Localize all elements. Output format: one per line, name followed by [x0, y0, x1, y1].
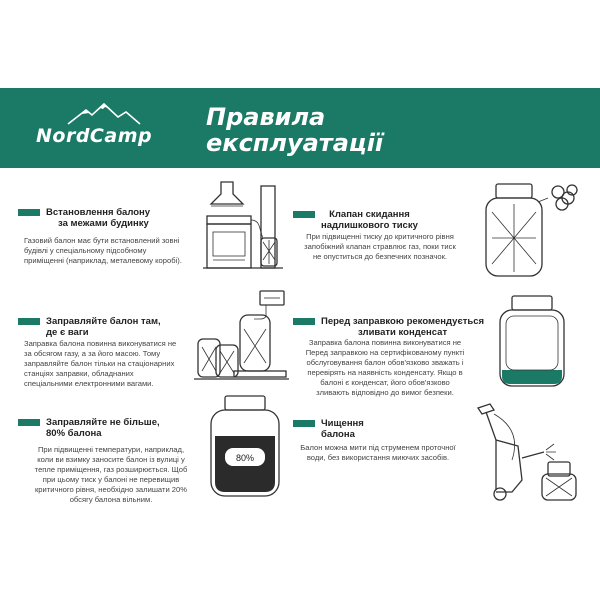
cylinder-condensate-icon — [492, 292, 572, 392]
percent-label: 80% — [235, 453, 255, 463]
scale-cylinders-icon — [194, 285, 289, 385]
section-installation-title: Встановлення балону за межами будинку — [18, 207, 150, 229]
accent-bar — [18, 419, 40, 426]
section-installation-body: Газовий балон має бути встановлений зовні будівлі у спеціальному підсобному приміщенні (наприклад, металевому коробі). — [24, 236, 182, 265]
accent-bar — [293, 420, 315, 427]
section-cleaning-title: Чищення балона — [293, 418, 364, 440]
mountain-logo-icon — [60, 102, 170, 126]
gas-cylinder-valve-icon — [478, 178, 583, 283]
kitchen-stove-icon — [203, 180, 283, 275]
section-fill-80-title: Заправляйте не більше, 80% балона — [18, 417, 160, 439]
accent-bar — [293, 318, 315, 325]
title-line-2: експлуатації — [206, 129, 384, 157]
section-fill-80-body: При підвищенні температури, наприклад, коли ви взимку заносите балон із вулиці у тепле приміщення, газ розширюється. Щоб при цьому тиск у балоні не перевищив критичного рівня, необхідно залишати 20% обсягу балона вільним. — [34, 445, 188, 504]
cylinder-80-percent-icon — [205, 392, 285, 502]
title-line-1: Правила — [206, 103, 326, 131]
section-condensate-body: Заправка балона повинна виконуватися не Перед заправкою на сертифікованому пункті обслуговування балон обов'язково зважать і перевірять на наявність конденсату. Якщо в балоні є конденсат, його обов'язково зливають відповідно до вимог безпеки. — [305, 338, 465, 397]
accent-bar — [18, 209, 40, 216]
section-refill-weight-title: Заправляйте балон там, де є ваги — [18, 316, 161, 338]
section-condensate-title: Перед заправкою рекомендується зливати конденсат — [293, 316, 484, 338]
logo-text: NordCamp — [36, 125, 153, 147]
page-title — [206, 104, 383, 156]
accent-bar — [18, 318, 40, 325]
section-cleaning-body: Балон можна мити під струменем проточної води, без використання миючих засобів. — [300, 443, 456, 462]
section-valve-title: Клапан скидання надлишкового тиску — [293, 209, 418, 231]
section-valve-body: При підвищенні тиску до критичного рівня запобіжний клапан стравлює газ, поки тиск не опуститься до безпечних позначок. — [304, 232, 456, 261]
section-refill-weight-body: Заправка балона повинна виконуватися не за обсягом газу, а за його масою. Тому заправляйте балон тільки на стаціонарних станціях заправки, обладнаних спеціальними електронними вагами. — [24, 339, 177, 388]
accent-bar — [293, 211, 315, 218]
pressure-washer-icon — [462, 400, 582, 505]
